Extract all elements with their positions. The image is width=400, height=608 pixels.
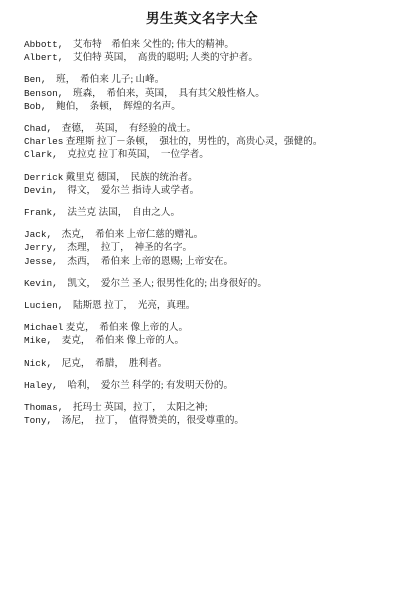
english-name: Abbott,	[24, 39, 64, 50]
name-group	[24, 321, 380, 347]
name-description: 杰西， 希伯来 上帝的恩赐; 上帝安在。	[57, 255, 234, 267]
name-group	[24, 38, 380, 64]
name-entry	[24, 122, 380, 135]
name-description: 陆斯恩 拉丁， 光亮，真理。	[63, 300, 196, 312]
name-group	[24, 299, 380, 312]
name-description: 法兰克 法国， 自由之人。	[57, 207, 181, 219]
english-name: Lucien,	[24, 300, 64, 312]
name-entry	[24, 73, 380, 86]
english-name: Benson,	[24, 87, 64, 99]
english-name: Jerry,	[24, 242, 58, 254]
name-entry	[24, 414, 380, 427]
name-group	[24, 379, 380, 392]
name-entry	[24, 87, 380, 100]
name-entry	[24, 334, 380, 347]
name-entry	[24, 148, 380, 161]
name-description: 尼克， 希腊， 胜利者。	[52, 357, 168, 369]
name-entry	[24, 379, 380, 392]
english-name: Jack,	[24, 229, 53, 241]
name-description: 杰克， 希伯来 上帝仁慈的赠礼。	[52, 229, 204, 241]
english-name: Ben,	[24, 74, 47, 86]
name-entry	[24, 206, 380, 219]
english-name: Michael	[24, 322, 64, 334]
name-group	[24, 171, 380, 197]
name-entry	[24, 100, 380, 113]
english-name: Thomas,	[24, 402, 64, 414]
name-description: 查理斯 拉丁－条顿， 强壮的，男性的，高贵心灵，强健的。	[63, 136, 323, 148]
english-name: Frank,	[24, 207, 58, 219]
name-group	[24, 206, 380, 219]
name-entry	[24, 401, 380, 414]
name-group	[24, 122, 380, 162]
name-description: 克拉克 拉丁和英国， 一位学者。	[57, 149, 209, 161]
name-entry	[24, 357, 380, 370]
name-group	[24, 277, 380, 290]
name-entry	[24, 51, 380, 64]
english-name: Nick,	[24, 357, 53, 369]
english-name: Chad,	[24, 123, 53, 135]
name-entry	[24, 299, 380, 312]
name-group	[24, 228, 380, 268]
english-name: Devin,	[24, 184, 58, 196]
name-group	[24, 73, 380, 113]
name-group	[24, 401, 380, 427]
english-name: Albert,	[24, 52, 64, 64]
english-name: Bob,	[24, 100, 47, 112]
name-description: 托玛士 英国，拉丁， 太阳之神;	[63, 402, 208, 414]
name-entry	[24, 241, 380, 254]
name-description: 得文， 爱尔兰 指诗人或学者。	[57, 184, 200, 196]
name-description: 查德， 英国， 有经验的战士。	[52, 123, 197, 135]
english-name: Jesse,	[24, 255, 58, 267]
name-description: 哈利， 爱尔兰 科学的; 有发明天份的。	[57, 379, 234, 391]
name-entry	[24, 171, 380, 184]
name-entry	[24, 321, 380, 334]
name-entry	[24, 277, 380, 290]
name-description: 艾伯特 英国， 高贵的聪明; 人类的守护者。	[63, 52, 258, 64]
english-name: Tony,	[24, 415, 53, 427]
name-group	[24, 357, 380, 370]
name-description: 杰理， 拉丁， 神圣的名字。	[57, 242, 193, 254]
english-name: Haley,	[24, 379, 58, 391]
name-entry	[24, 184, 380, 197]
english-name: Charles	[24, 136, 64, 148]
name-description: 汤尼， 拉丁， 值得赞美的，很受尊重的。	[52, 415, 245, 427]
document-title: 男生英文名字大全	[146, 11, 258, 27]
name-description: 戴里克 德国， 民族的统治者。	[63, 171, 198, 183]
english-name: Mike,	[24, 335, 53, 347]
english-name: Derrick	[24, 171, 64, 183]
name-entry	[24, 228, 380, 241]
name-description: 艾布特 希伯来 父性的; 伟大的精神。	[63, 39, 234, 50]
name-description: 班森， 希伯来，英国， 具有其父般性格人。	[63, 87, 265, 99]
name-description: 班， 希伯来 儿子; 山峰。	[46, 74, 165, 86]
name-description: 麦克， 希伯来 像上帝的人。	[63, 322, 189, 334]
name-description: 麦克， 希伯来 像上帝的人。	[52, 335, 185, 347]
name-entry	[24, 135, 380, 148]
name-entry	[24, 38, 380, 51]
name-description: 鲍伯， 条顿， 辉煌的名声。	[46, 100, 181, 112]
name-list	[24, 38, 380, 427]
english-name: Clark,	[24, 149, 58, 161]
name-entry	[24, 255, 380, 268]
english-name: Kevin,	[24, 277, 58, 289]
name-description: 凯文， 爱尔兰 圣人; 很男性化的; 出身很好的。	[57, 277, 267, 289]
